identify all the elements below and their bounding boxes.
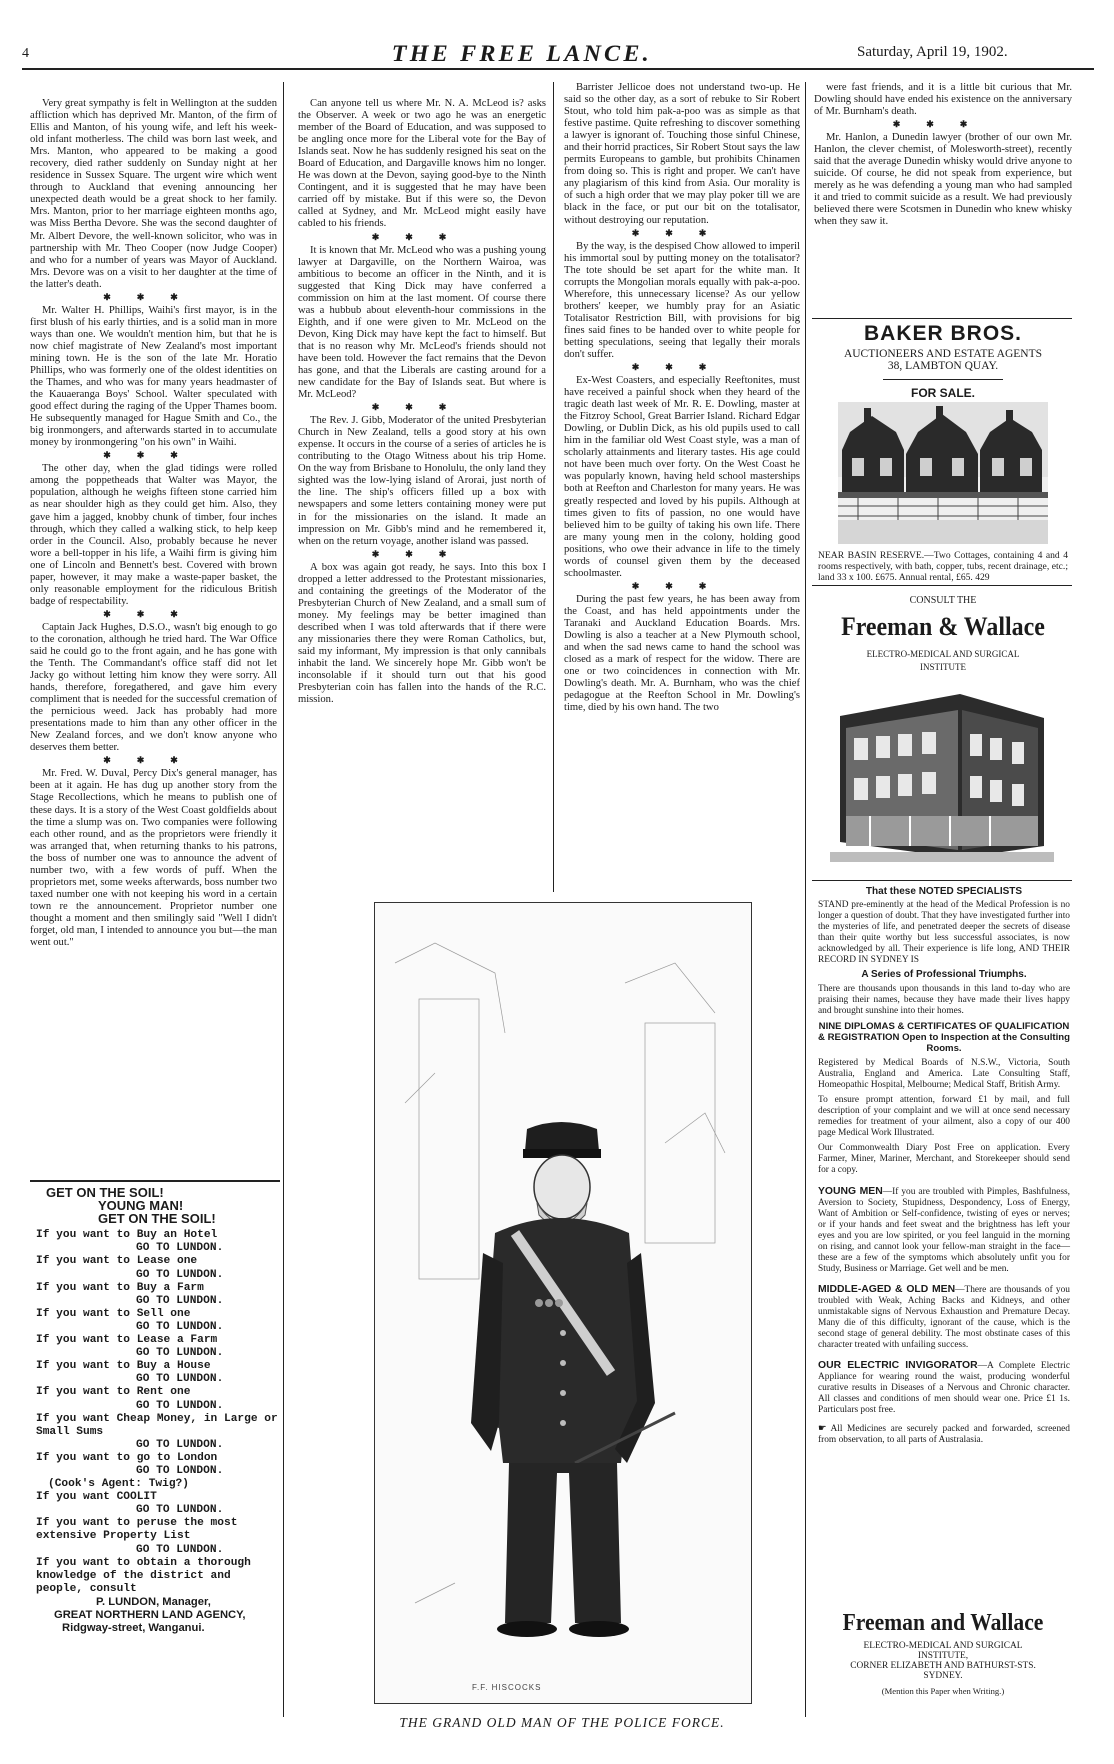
baker-bros-advertisement: [812, 322, 1074, 400]
diplomas-heading: NINE DIPLOMAS & CERTIFICATES OF QUALIFICATION & REGISTRATION Open to Inspection at the Consulting Rooms.: [818, 1021, 1070, 1054]
soil-obtain: If you want to obtain a thorough knowledge of the district and people, consult: [36, 1556, 251, 1595]
column-2-articles: [298, 98, 546, 888]
invigorator-heading: OUR ELECTRIC INVIGORATOR: [818, 1360, 978, 1371]
baker-line1: AUCTIONEERS AND ESTATE AGENTS: [843, 348, 1043, 360]
article-mcleod: Can anyone tell us where Mr. N. A. McLeod is? asks the Observer. A week or two ago he was an energetic member of the Board of Education, and was supposed to be angling once more for the Liberal vote for the Bay of Islands seat. Now he has suddenly resigned his seat on the Board of Education, and Dargaville knows him no longer. He was down at the Devon, saying good-bye to the Ninth Contingent, and it is suggested that he may have been carried off by mistake. But if this were so, the Devon called at Sydney, and Mr. McLeod might easily have cabled to his friends.: [298, 98, 546, 230]
soil-go: GO TO LUNDON.: [136, 1347, 224, 1360]
baker-line2: 38, LAMBTON QUAY.: [887, 360, 999, 372]
column-3-articles: [564, 82, 800, 890]
illustration-caption: THE GRAND OLD MAN OF THE POLICE FORCE.: [399, 1715, 725, 1730]
freeman-institute: ELECTRO-MEDICAL AND SURGICAL INSTITUTE: [866, 649, 1020, 672]
soil-go: GO TO LUNDON.: [136, 1438, 224, 1451]
specialists-rule: [812, 880, 1072, 881]
column-rule-1: [283, 82, 284, 1717]
article-waihi-mayor: The other day, when the glad tidings were rolled among the poppetheads that Walter was Mayor, the population, although he weighs fifteen stone carried him as near shoulder high as they could get him. Also, they gave him a jagged, knobby chunk of timber, four inches through, which they called a walking stick, to help keep order in the Council. Also, probably because he never wore a bell-topper in his life, a Waihi firm is giving him one of Lincoln and Bennett's best. Covered with brown paper, however, it may make a waste-paper basket, the only reasonable employment for the ridiculous British badge of respectability.: [30, 463, 277, 607]
ensure-text: To ensure prompt attention, forward £1 by mail, and full description of your complaint and we will at once send necessary remedies for treatment of your ailment, also a copy of our 400 page Medical Work Illustrated.: [818, 1095, 1070, 1138]
freeman-body: [818, 886, 1070, 1446]
young-men-section: [818, 1186, 1070, 1275]
article-mcleod-2: It is known that Mr. McLeod who was a pushing young lawyer at Dargaville, on the Northern Wairoa, was ambitious to become an officer in the Ninth, and it is suggested that King Dick may have conferred a commission on him at the last moment. Of course there was a hubbub about eleventh-hour commissions in the Eighth, and if one were given to Mr. McLeod on the Devon, King Dick may have kept the fact to himself. But that is no reason why Mr. McLeod's friends should not have been told. However the fact remains that the Devon has gone, and that the Liberals are casting around for a new candidate for the Bay of Islands seat. But where is Mr. McLeod?: [298, 244, 546, 401]
article-gibb-2: A box was again got ready, he says. Into this box I dropped a letter addressed to the Protestant missionaries, and containing the greetings of the Moderator of the Presbyterian Church of New Zealand, and a small sum of money. My feelings may be better imagined than described when I was told afterwards that if there were any missionaries there they were Roman Catholics, but, said my informant, My impression is that only cannibals inhabit the land. We sincerely hope Mr. Gibb won't be inconsolable if it should turn out that his good Presbyterian coin has fallen into the hands of the R.C. mission.: [298, 561, 546, 706]
diary-text: Our Commonwealth Diary Post Free on application. Every Farmer, Miner, Mariner, Merchant, and Storekeeper should send for a copy.: [818, 1143, 1070, 1175]
soil-item: If you want to Buy a House: [36, 1360, 211, 1373]
soil-item: If you want to Lease one: [36, 1255, 198, 1268]
soil-agency: GREAT NORTHERN LAND AGENCY,: [54, 1609, 246, 1621]
young-men-heading: YOUNG MEN: [818, 1186, 883, 1197]
soil-go: GO TO LUNDON.: [136, 1294, 224, 1307]
soil-go: GO TO LUNDON.: [136, 1543, 224, 1556]
soil-go: GO TO LUNDON.: [136, 1242, 224, 1255]
soil-item: If you want to Lease a Farm: [36, 1334, 218, 1347]
freeman-footer: [812, 1610, 1074, 1696]
soil-advertisement: [36, 1186, 281, 1635]
soil-cooks: (Cook's Agent: Twig?): [48, 1478, 189, 1491]
soil-go: GO TO LUNDON.: [136, 1504, 224, 1517]
baker-name: BAKER BROS.: [863, 322, 1022, 345]
column-rule-3: [805, 82, 806, 1717]
divider-stars: ✱✱✱: [371, 231, 473, 242]
address-line-3: CORNER ELIZABETH AND BATHURST-STS.: [850, 1661, 1036, 1671]
soil-item: If you want to Buy an Hotel: [36, 1229, 218, 1242]
freeman-name: Freeman & Wallace: [841, 612, 1045, 641]
article-burnham: were fast friends, and it is a little bit curious that Mr. Dowling should have ended his existence on the anniversary of Mr. Burnham's death.: [814, 82, 1072, 118]
divider-stars: ✱✱✱: [103, 291, 204, 302]
pointing-hand-icon: ☛: [818, 1424, 831, 1434]
soil-item: If you want to Sell one: [36, 1307, 191, 1320]
registered-text: Registered by Medical Boards of N.S.W., Victoria, South Australia, England and America. Late Consulting Staff, Homeopathic Hospital, Melbourne; Medical Staff, British Army.: [818, 1058, 1070, 1090]
column-1-articles: [30, 98, 277, 1173]
article-duval: Mr. Fred. W. Duval, Percy Dix's general manager, has been at it again. He has dug up another story from the Stage Recollections, which he means to publish one of these days. It is a story of the West Coast goldfields about the time a slump was on. Two companies were following each other round, and as the proprietors were friendly it was arranged that, when returning thanks to his patrons, the boss of number one was to announce the advent of number two, with a few words of puff. When the proprietors met, some weeks afterwards, boss number two taxed number one with not keeping his word in a certain town re the announcement. Proprietor number one thought a moment and then smilingly said "Well I didn't forget, old man, I intended to announce you but—the man went out.": [30, 768, 277, 949]
article-hanlon: Mr. Hanlon, a Dunedin lawyer (brother of our own Mr. Hanlon, the clever chemist, of Molesworth-street), recently said that the average Dunedin whisky would drive anyone to suicide. Of course, he did not speak from experience, but merely as he was defending a young man who had sampled it and tried to commit suicide as a result. We had previously believed there were Scotsmen in Dunedin who knew whisky when they saw it.: [814, 132, 1072, 228]
divider-stars: ✱✱✱: [631, 362, 733, 373]
divider-stars: ✱✱✱: [892, 119, 994, 130]
divider-line: [883, 379, 1003, 380]
masthead-rule: [22, 68, 1094, 70]
divider-stars: ✱✱✱: [371, 548, 473, 559]
divider-stars: ✱✱✱: [103, 755, 204, 766]
baker-listing: NEAR BASIN RESERVE.—Two Cottages, containing 4 and 4 rooms respectively, with bath, copper, tubs, recent drainage, etc.; land 33 x 100. £675. Annual rental, £65. 429: [818, 550, 1068, 583]
freeman-ad-rule: [812, 585, 1072, 586]
article-hughes: Captain Jack Hughes, D.S.O., wasn't big enough to go to the coronation, although he tried hard. The War Office said he could go to the front again, and he has gone with the Tenth. The Commandant's office staff did not let Jacky go without letting him know they were sorry. All hands, therefore, foregathered, and gave him every compliment that is needed for the successful cremation of the pernicious weed. Jack has probably had more presentations made to him than any other officer in the New Zealand forces, and we don't know anyone who deserves them better.: [30, 621, 277, 754]
divider-stars: ✱✱✱: [631, 580, 733, 591]
packed-text: [818, 1424, 1070, 1446]
middle-aged-section: [818, 1284, 1070, 1351]
soil-title-3: GET ON THE SOIL!: [98, 1211, 216, 1227]
address-line-1: ELECTRO-MEDICAL AND SURGICAL: [863, 1641, 1023, 1651]
article-manton: Very great sympathy is felt in Wellington at the sudden affliction which has deprived Mr. Manton, of the firm of Ellis and Manton, of his young wife, and left his week-old infant motherless. The child was born last week, and Mrs. Manton, who appeared to be making a good recovery, died rather suddenly on Sunday night at her residence in Sussex Square. The urgent wire which went through to Auckland that evening announcing her unexpected death would be a great shock to her family. Mrs. Manton, prior to her marriage eighteen months ago, was Miss Bertha Devore. She was the second daughter of Mr. Albert Devore, the well-known solicitor, who was in partnership with Mr. Theo Cooper (now Judge Cooper) and who for a number of years was Mayor of Auckland. Mrs. Devore was on a visit to her daughter at the time of the latter's death.: [30, 98, 277, 290]
institute-building-illustration: [830, 686, 1054, 862]
illustration-signature: F.F. HISCOCKS: [472, 1683, 542, 1692]
freeman-wallace-advertisement: [812, 595, 1074, 674]
soil-item: If you want to Buy a Farm: [36, 1281, 204, 1294]
soil-go: GO TO LUNDON.: [136, 1399, 224, 1412]
policeman-illustration: [374, 902, 752, 1704]
specialists-text: STAND pre-eminently at the head of the Medical Profession is no longer a question of doubt. That they have investigated further into the mysteries of life, and penetrated deeper the secrets of disease than their quite worthy but less successful associates, is now acknowledged by all. Their experience is life long, AND THEIR RECORD IN SYDNEY IS: [818, 900, 1070, 965]
page-number: 4: [22, 46, 29, 61]
invigorator-section: [818, 1360, 1070, 1416]
middle-aged-text: —There are thousands of you troubled with Weak, Aching Backs and Kidneys, and other unmistakable signs of Nervous Exhaustion and Premature Decay. Many die of this difficulty, ignorant of the cause, which is the second stage of general debility. The most obstinate cases of this character treated with unfailing success.: [818, 1285, 1070, 1350]
soil-go: GO TO LUNDON.: [136, 1373, 224, 1386]
column-rule-2: [553, 82, 554, 892]
cottages-illustration: [838, 402, 1048, 544]
column-4-articles: [814, 82, 1072, 314]
mention-note: (Mention this Paper when Writing.): [881, 1686, 1005, 1696]
divider-stars: ✱✱✱: [103, 450, 204, 461]
article-jellicoe: Barrister Jellicoe does not understand two-up. He said so the other day, as a sort of rebuke to Sir Robert Stout, who told him pak-a-poo was as simple as that festive pastime. Quite refreshing to discover something a lawyer is ignorant of. Touching those sinful Chinese, and their horrid practices, Sir Robert Stout says the law permits Europeans to gamble, but prohibits Chinamen from doing so. This is right and proper. We can't have any plagiarism of this kind from Asia. Our morality is of such a high order that we may play poker till we are black in the face, or put our bit on the totalisator, without destroying our reputation.: [564, 82, 800, 226]
divider-stars: ✱✱✱: [371, 402, 473, 413]
soil-manager: P. LUNDON, Manager,: [96, 1595, 211, 1608]
soil-go: GO TO LUNDON.: [136, 1320, 224, 1333]
address-line-2: INSTITUTE,: [917, 1651, 969, 1661]
triumphs-heading: A Series of Professional Triumphs.: [861, 969, 1027, 980]
soil-go-london: GO TO LONDON.: [136, 1464, 224, 1477]
divider-stars: ✱✱✱: [103, 608, 204, 619]
soil-item: If you want Cheap Money, in Large or Small Sums: [36, 1412, 278, 1438]
invigorator-text: —A Complete Electric Appliance for wearing round the waist, producing wonderful curative results in Diseases of a Nervous and Chronic character. All classes and conditions of men should wear one. Price £1 1s. Particulars post free.: [818, 1361, 1070, 1415]
soil-ad-rule: [30, 1180, 280, 1182]
soil-item: If you want to peruse the most extensive Property List: [36, 1517, 238, 1543]
issue-date: Saturday, April 19, 1902.: [857, 44, 1008, 60]
address-line-4: SYDNEY.: [923, 1671, 963, 1681]
soil-street: Ridgway-street, Wanganui.: [62, 1622, 205, 1635]
newspaper-title: THE FREE LANCE.: [391, 41, 652, 66]
article-totalisator: By the way, is the despised Chow allowed to imperil his immortal soul by putting money on the totalisator? The tote should be set apart for the white man. It corrupts the Mongolian morals equally with pak-a-poo. Wherefore, this unnecessary license? As our yellow brothers' keeper, we humbly pray for an Asiatic Totalisator Restriction Bill, with provisions for big fines said fines to be handed over to white people for betting speculations, seeing that legally their morals don't suffer.: [564, 240, 800, 360]
soil-item: If you want COOLIT: [36, 1491, 157, 1504]
young-men-text: —If you are troubled with Pimples, Bashfulness, Aversion to Society, Stupidness, Despondency, Loss of Energy, Want of Ambition or Self-confidence, twisting of eyes or nerves; or if your hands and feet sweat and the brightness has left your eyes and you are low spirited, or you feel languid in the morning on rising, and cannot look your fellow-man straight in the face—these are a few of the symptoms which absolutely unfit you for Study, Business or Marriage. Get well and be men.: [818, 1187, 1070, 1274]
divider-stars: ✱✱✱: [631, 227, 733, 238]
soil-title-2: YOUNG MAN!: [98, 1198, 184, 1214]
soil-item: If you want to Rent one: [36, 1386, 191, 1399]
soil-go: GO TO LUNDON.: [136, 1268, 224, 1281]
baker-ad-rule: [812, 318, 1072, 319]
middle-aged-heading: MIDDLE-AGED & OLD MEN: [818, 1284, 956, 1295]
article-dowling: Ex-West Coasters, and especially Reeftonites, must have received a painful shock when they heard of the tragic death last week of Mr. R. E. Dowling, master at the Fitzroy School, Great Barrier Island. Richard Edgar Dowling, or Dublin Dick, as his old pupils used to call him in the familiar old West Coast style, was a man of scholarly attainments and literary tastes. His age could not have been much over forty. On the West Coast he was popularly known, having held school masterships both at Reefton and Charleston for many years. He was greatly respected and loved by his pupils. Although at times given to fits of passion, no one would have believed him to be guilty of taking his own life. There are many young men in the colony, holding good positions, who owe their advance in life to the timely words of counsel given them by the deceased schoolmaster.: [564, 375, 800, 579]
article-phillips: Mr. Walter H. Phillips, Waihi's first mayor, is in the first blush of his early thirties, and is a solid man in more ways than one. We wouldn't mention him, but that he is now chief magistrate of New Zealand's most important mining town. He is the son of the late Mr. Horatio Phillips, who was formerly one of the oldest identities on the Thames, and who was for many years headmaster of the Kauaeranga Boys' School. Walter speculated with good effect during the raging of the Upper Thames boom. He subsequently managed for Hague Smith and Co., the big ironmongers, and afterwards started in to accumulate money by ironmongering "on his own" in Waihi.: [30, 304, 277, 449]
soil-item: If you want to go to London: [36, 1451, 218, 1464]
packed-body: All Medicines are securely packed and forwarded, screened from observation, to all parts of Australasia.: [818, 1424, 1070, 1445]
soil-title-1: GET ON THE SOIL!: [46, 1185, 164, 1200]
article-dowling-2: During the past few years, he has been away from the Coast, and has held appointments under the Taranaki and Auckland Education Boards. Mrs. Dowling is also a teacher at a New Plymouth school, and when the sad news came to hand the school was closed as a mark of respect for the widow. There are one or two coincidences in connection with Mr. Dowling's death. Mr. A. Burnham, who was the chief pedagogue at the Reefton School in Mr. Dowling's time, died by his own hand. The two: [564, 593, 800, 714]
specialists-heading: That these NOTED SPECIALISTS: [865, 886, 1023, 897]
for-sale-label: FOR SALE.: [910, 386, 975, 400]
freeman-name-2: Freeman and Wallace: [842, 1610, 1044, 1636]
article-gibb: The Rev. J. Gibb, Moderator of the united Presbyterian Church in New Zealand, tells a good story at his own expense. It occurs in the course of a series of articles he is contributing to the Otago Witness about his trip Home. On the way from Brisbane to Honolulu, the only land they sighted was the low-lying island of Arorai, just north of the line. The ship's officers filled up a box with newspapers and some letters containing money were put in for the missionaries on the island. It made an impression on Mr. Gibb's mind and he remembered it, when on the return voyage, another island was passed.: [298, 415, 546, 547]
consult-label: CONSULT THE: [909, 595, 977, 606]
thousands-text: There are thousands upon thousands in this land to-day who are praising their names, because they have made their lives happy and brought sunshine into their homes.: [818, 984, 1070, 1016]
